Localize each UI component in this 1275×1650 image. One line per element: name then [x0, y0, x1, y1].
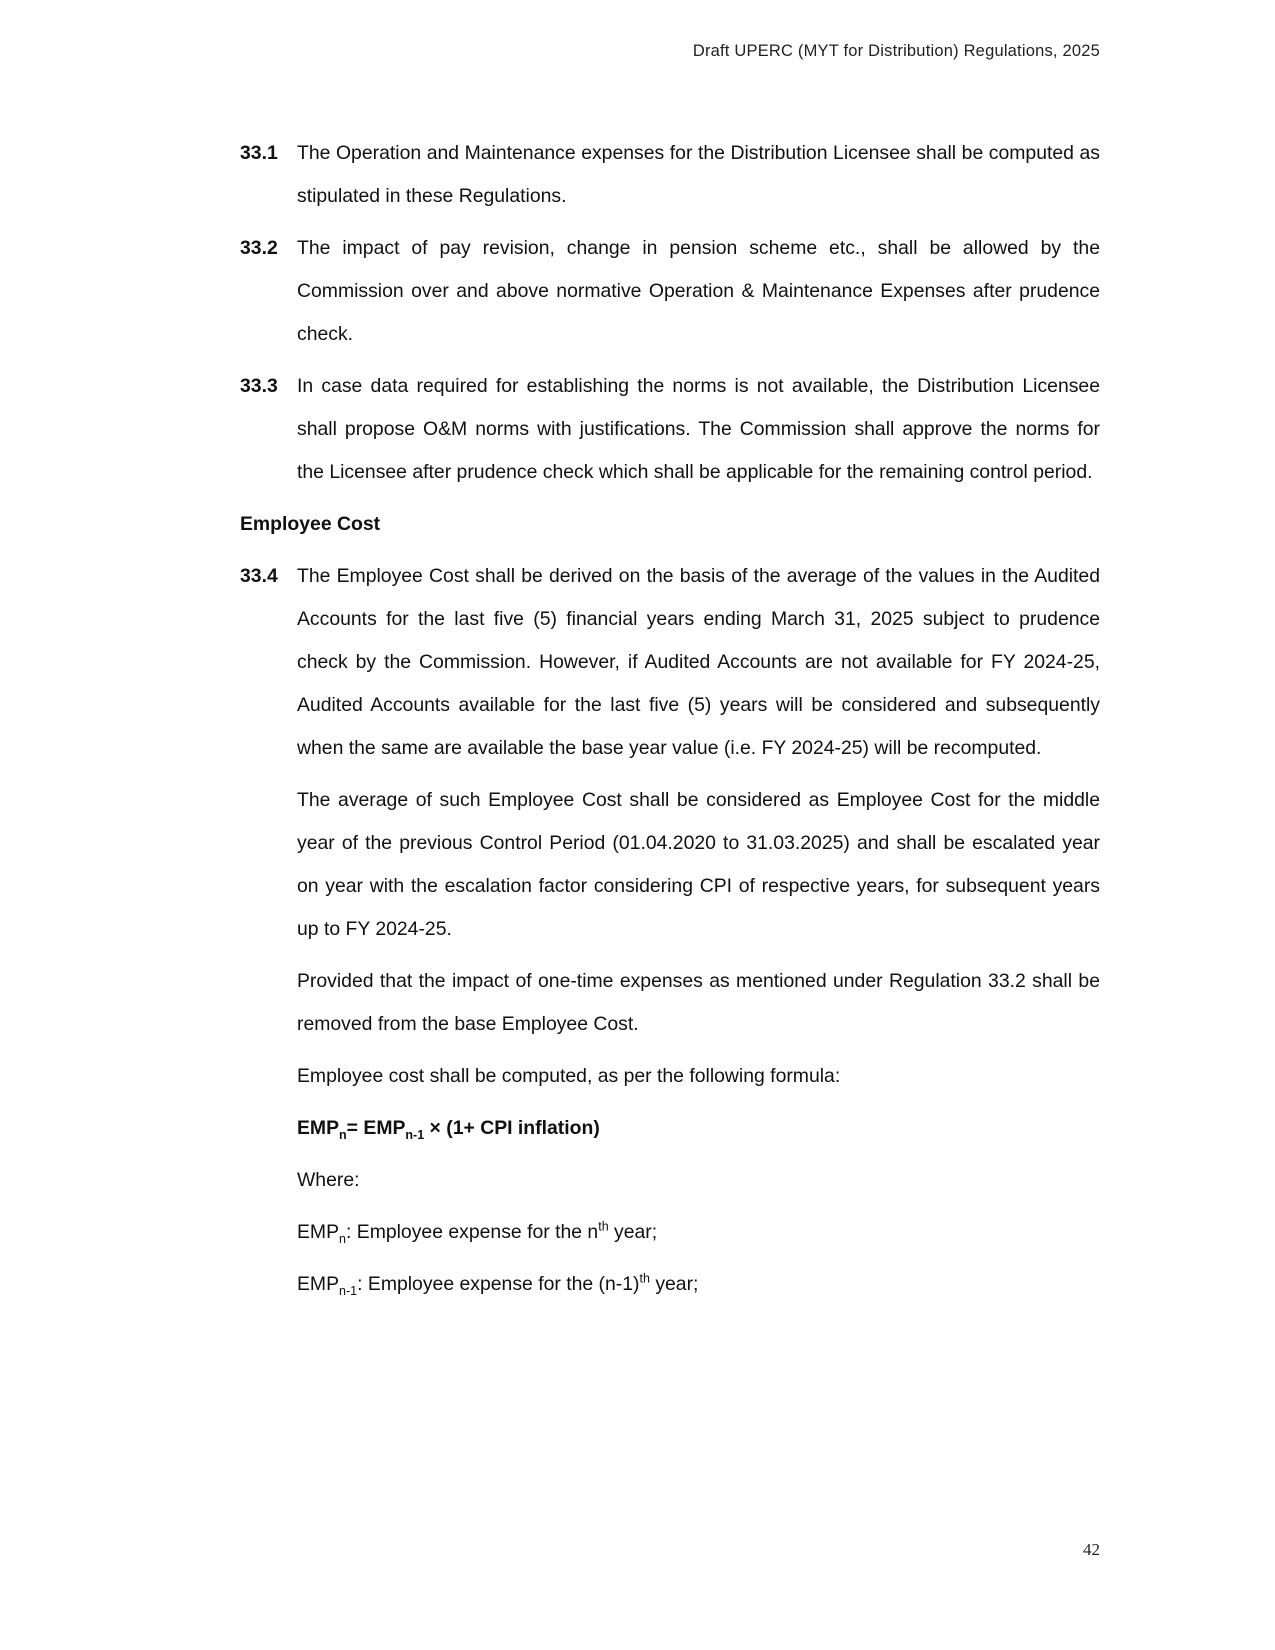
definition-text-end: year;: [649, 1273, 699, 1295]
clause-text: The impact of pay revision, change in pension scheme etc., shall be allowed by the Commission over and above normative Operation & Maintenance Expenses after prudence check.: [297, 237, 1100, 345]
clause-text: In case data required for establishing the norms is not available, the Distribution Licensee shall propose O&M norms with justifications. The Commission shall approve the norms for the Licensee after prudence check which shall be applicable for the remaining control period.: [297, 375, 1100, 483]
definition-emp-n: [240, 1211, 1100, 1254]
section-heading: Employee Cost: [240, 513, 381, 535]
definition-superscript: th: [598, 1219, 609, 1234]
formula-rhs-subscript: n-1: [405, 1127, 425, 1142]
formula-lhs: EMP: [297, 1117, 340, 1139]
definition-emp-n-1: [240, 1263, 1100, 1306]
clause-number: 33.1: [240, 142, 278, 164]
clause-number: 33.2: [240, 237, 278, 259]
paragraph-average: The average of such Employee Cost shall be considered as Employee Cost for the middle year of the previous Control Period (01.04.2020 to 31.03.2025) and shall be escalated year on year with the escalation factor considering CPI of respective years, for subsequent years up to FY 2024-25.: [297, 789, 1100, 940]
definition-subscript: n-1: [339, 1283, 358, 1298]
clause-33-1: [240, 132, 1100, 218]
clause-33-2: [240, 227, 1100, 356]
clause-text: The Employee Cost shall be derived on the basis of the average of the values in the Audited Accounts for the last five (5) financial years ending March 31, 2025 subject to prudence check by the Commission. However, if Audited Accounts are not available for FY 2024-25, Audited Accounts available for the last five (5) years will be considered and subsequently when the same are available the base year value (i.e. FY 2024-25) will be recomputed.: [297, 565, 1100, 759]
paragraph-proviso: Provided that the impact of one-time expenses as mentioned under Regulation 33.2 shall be removed from the base Employee Cost.: [297, 970, 1100, 1035]
definition-term: EMP: [297, 1273, 340, 1295]
formula-equals: = EMP: [346, 1117, 406, 1139]
definition-text-end: year;: [608, 1221, 658, 1243]
clause-33-4: [240, 555, 1100, 770]
formula-rhs: × (1+ CPI inflation): [424, 1117, 600, 1139]
definition-text: : Employee expense for the (n-1): [357, 1273, 640, 1295]
page-number: 42: [1083, 1540, 1100, 1559]
definition-term: EMP: [297, 1221, 340, 1243]
where-label: Where:: [297, 1169, 360, 1191]
document-body: [240, 132, 1100, 1315]
definition-superscript: th: [639, 1271, 650, 1286]
formula-lhs-subscript: n: [339, 1127, 347, 1142]
clause-number: 33.4: [240, 565, 278, 587]
definition-text: : Employee expense for the n: [345, 1221, 599, 1243]
clause-text: The Operation and Maintenance expenses for the Distribution Licensee shall be computed as stipulated in these Regulations.: [297, 142, 1100, 207]
paragraph-formula-intro: Employee cost shall be computed, as per the following formula:: [297, 1065, 841, 1087]
running-header: Draft UPERC (MYT for Distribution) Regulations, 2025: [692, 42, 1100, 60]
definition-subscript: n: [339, 1231, 346, 1246]
clause-33-3: [240, 365, 1100, 494]
clause-number: 33.3: [240, 375, 278, 397]
employee-cost-formula: [240, 1107, 1100, 1150]
